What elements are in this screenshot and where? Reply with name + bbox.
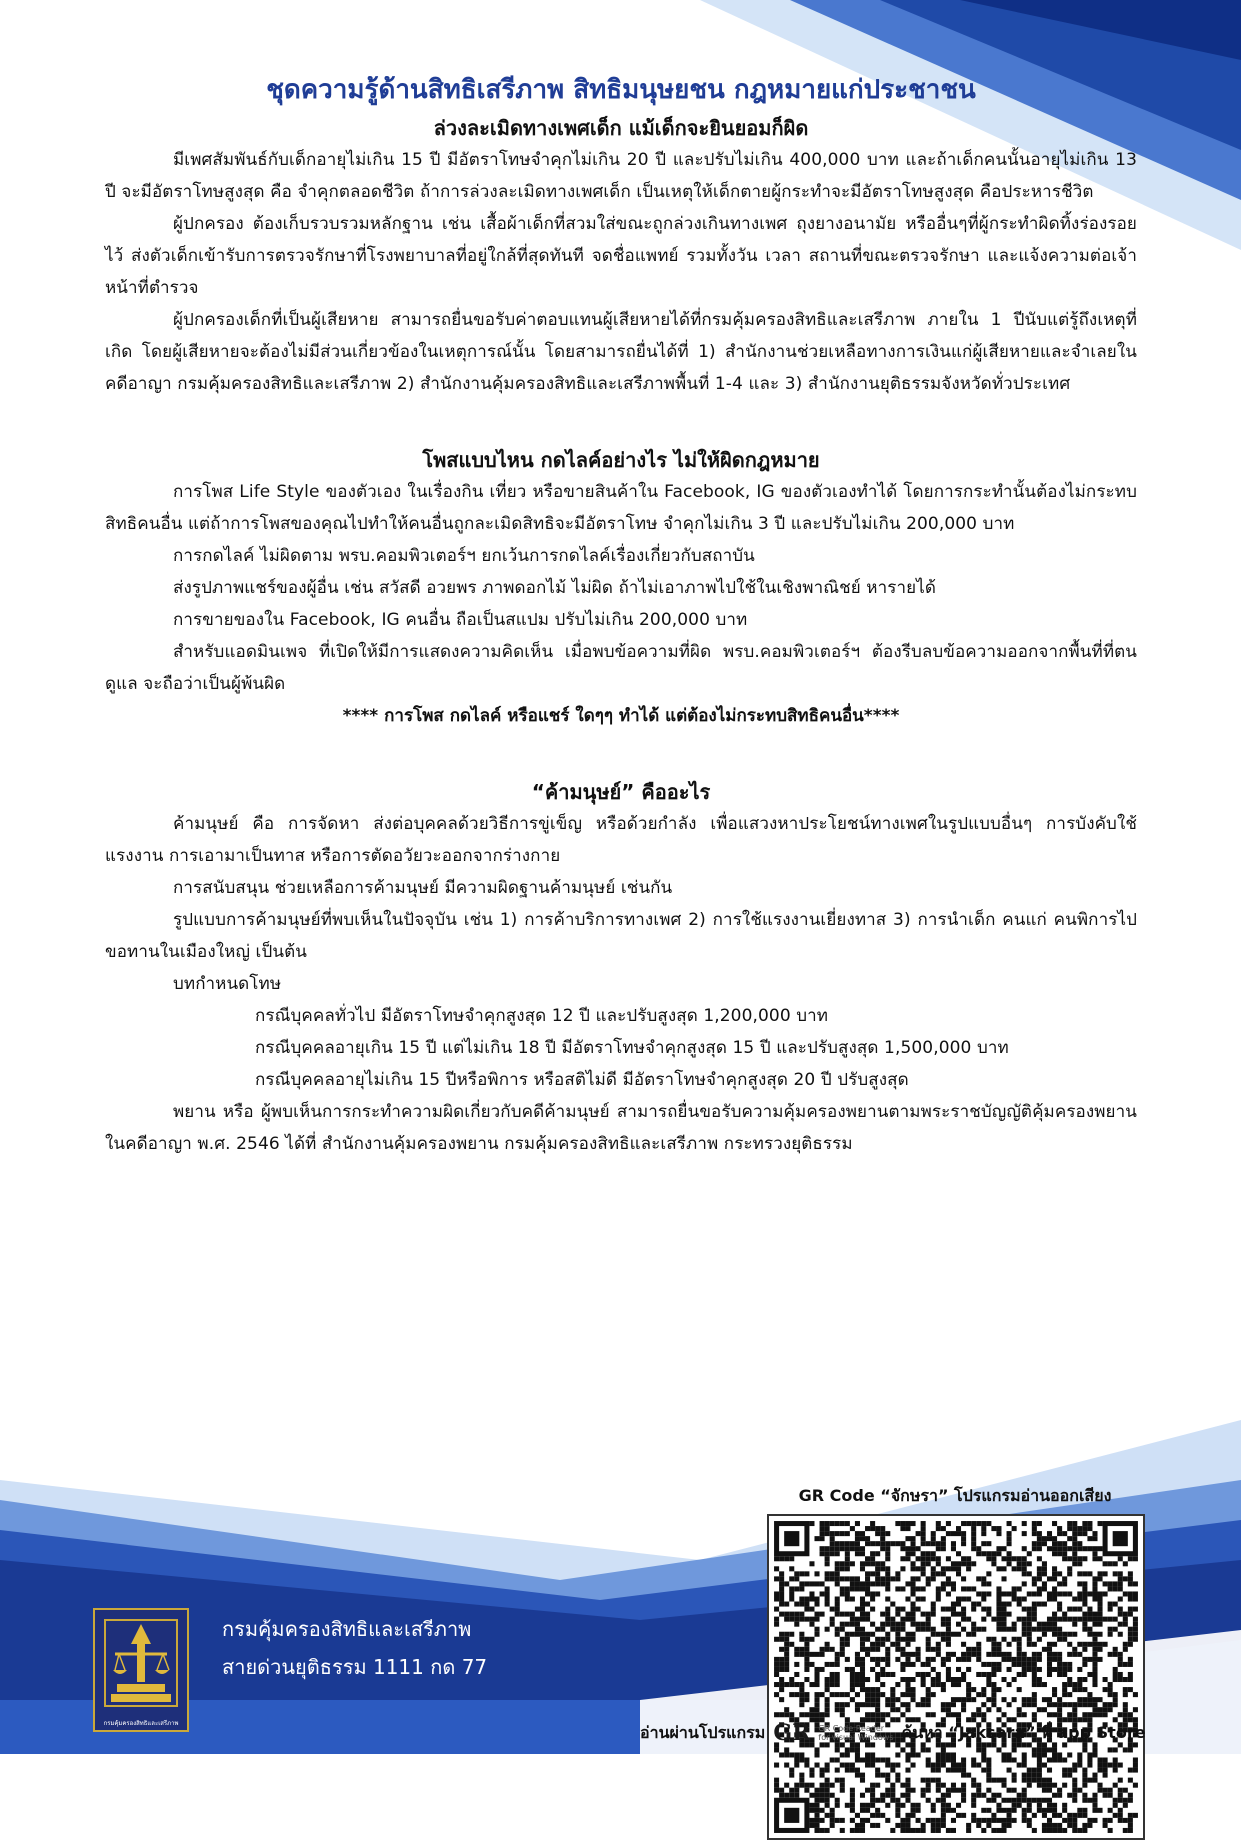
gr-subtitle-line: GR Code Reader: [818, 1724, 885, 1733]
penalty-item: กรณีบุคคลทั่วไป มีอัตราโทษจำคุกสูงสุด 12 ปี และปรับสูงสุด 1,200,000 บาท: [255, 1006, 829, 1026]
search-app-text: ค้นหา “Jaksara” ที่ app Store: [901, 1722, 1146, 1742]
gr-subtitle-line: for visual Windows: [818, 1733, 894, 1742]
highlight-note: **** การโพส กดไลค์ หรือแชร์ ใดๆๆ ทำได้ แต่ต้องไม่กระทบสิทธิคนอื่น****: [342, 706, 900, 726]
main-content: [105, 70, 1137, 1160]
paragraph: รูปแบบการค้ามนุษย์ที่พบเห็นในปัจจุบัน เช่น 1) การค้าบริการทางเพศ 2) การใช้แรงงานเยี่ยงทาส 3) การนำเด็ก คนแก่ คนพิการไปขอทานในเมืองใหญ่ เป็นต้น: [105, 910, 1137, 962]
qr-caption: GR Code “จักษรา” โปรแกรมอ่านออกเสียง: [798, 1486, 1112, 1505]
emblem-caption: กรมคุ้มครองสิทธิและเสรีภาพ: [103, 1720, 179, 1727]
hotline: สายด่วนยุติธรรม 1111 กด 77: [222, 1655, 488, 1679]
paragraph: การสนับสนุน ช่วยเหลือการค้ามนุษย์ มีความผิดฐานค้ามนุษย์ เช่นกัน: [173, 878, 673, 898]
read-via-label: อ่านผ่านโปรแกรม: [640, 1722, 766, 1742]
penalty-item: กรณีบุคคลอายุเกิน 15 ปี แต่ไม่เกิน 18 ปี มีอัตราโทษจำคุกสูงสุด 15 ปี และปรับสูงสุด 1,500,000 บาท: [255, 1038, 1009, 1058]
paragraph: พยาน หรือ ผู้พบเห็นการกระทำความผิดเกี่ยวกับคดีค้ามนุษย์ สามารถยื่นขอรับความคุ้มครองพยานตามพระราชบัญญัติคุ้มครองพยานในคดีอาญา พ.ศ. 2546 ได้ที่ สำนักงานคุ้มครองพยาน กรมคุ้มครองสิทธิและเสรีภาพ กระทรวงยุติธรรม: [105, 1102, 1137, 1154]
paragraph: สำหรับแอดมินเพจ ที่เปิดให้มีการแสดงความคิดเห็น เมื่อพบข้อความที่ผิด พรบ.คอมพิวเตอร์ฯ ต้องรีบลบข้อความออกจากพื้นที่ที่ตนดูแล จะถือว่าเป็นผู้พ้นผิด: [105, 642, 1137, 694]
footer-org-info: [222, 1610, 487, 1686]
paragraph: ผู้ปกครองเด็กที่เป็นผู้เสียหาย สามารถยื่นขอรับค่าตอบแทนผู้เสียหายได้ที่กรมคุ้มครองสิทธิและเสรีภาพ ภายใน 1 ปีนับแต่รู้ถึงเหตุที่เกิด โดยผู้เสียหายจะต้องไม่มีส่วนเกี่ยวข้องในเหตุการณ์นั้น โดยสามารถยื่นได้ที่ 1) สำนักงานช่วยเหลือทางการเงินแก่ผู้เสียหายและจำเลยในคดีอาญา กรมคุ้มครองสิทธิและเสรีภาพ 2) สำนักงานคุ้มครองสิทธิและเสรีภาพพื้นที่ 1-4 และ 3) สำนักงานยุติธรรมจังหวัดทั่วประเทศ: [105, 310, 1137, 394]
section-heading-trafficking: “ค้ามนุษย์” คืออะไร: [531, 780, 711, 804]
footer-app-strip: [640, 1720, 1200, 1746]
section-heading-posting: โพสแบบไหน กดไลค์อย่างไร ไม่ให้ผิดกฎหมาย: [422, 448, 820, 472]
org-name: กรมคุ้มครองสิทธิและเสรีภาพ: [222, 1617, 472, 1641]
qr-code[interactable]: [767, 1514, 1145, 1840]
paragraph: การกดไลค์ ไม่ผิดตาม พรบ.คอมพิวเตอร์ฯ ยกเว้นการกดไลค์เรื่องเกี่ยวกับสถาบัน: [173, 546, 755, 566]
gr-logo: GR: [773, 1720, 811, 1746]
spacer: [105, 400, 1137, 444]
qr-code-image: [769, 1516, 1143, 1838]
paragraph: มีเพศสัมพันธ์กับเด็กอายุไม่เกิน 15 ปี มีอัตราโทษจำคุกไม่เกิน 20 ปี และปรับไม่เกิน 400,000 บาท และถ้าเด็กคนนั้นอายุไม่เกิน 13 ปี จะมีอัตราโทษสูงสุด คือ จำคุกตลอดชีวิต ถ้าการล่วงละเมิดทางเพศเด็ก เป็นเหตุให้เด็กตายผู้กระทำจะมีอัตราโทษสูงสุด คือประหารชีวิต: [105, 150, 1137, 202]
scales-emblem-icon: [95, 1610, 187, 1718]
paragraph: ส่งรูปภาพแชร์ของผู้อื่น เช่น สวัสดี อวยพร ภาพดอกไม้ ไม่ผิด ถ้าไม่เอาภาพไปใช้ในเชิงพาณิชย์ หารายได้: [173, 578, 936, 598]
penalty-item: กรณีบุคคลอายุไม่เกิน 15 ปีหรือพิการ หรือสติไม่ดี มีอัตราโทษจำคุกสูงสุด 20 ปี ปรับสูงสุด: [255, 1070, 909, 1090]
section-heading-child-abuse: ล่วงละเมิดทางเพศเด็ก แม้เด็กจะยินยอมก็ผิด: [433, 116, 809, 140]
spacer: [105, 732, 1137, 776]
paragraph: บทกำหนดโทษ: [173, 974, 282, 994]
paragraph: การขายของใน Facebook, IG คนอื่น ถือเป็นสแปม ปรับไม่เกิน 200,000 บาท: [173, 610, 748, 630]
paragraph: การโพส Life Style ของตัวเอง ในเรื่องกิน เที่ยว หรือขายสินค้าใน Facebook, IG ของตัวเองทำได้ โดยการกระทำนั้นต้องไม่กระทบสิทธิคนอื่น แต่ถ้าการโพสของคุณไปทำให้คนอื่นถูกละเมิดสิทธิจะมีอัตราโทษ จำคุกไม่เกิน 3 ปี และปรับไม่เกิน 200,000 บาท: [105, 482, 1137, 534]
gr-subtitle: [818, 1724, 893, 1742]
department-emblem: [93, 1608, 189, 1732]
paragraph: ผู้ปกครอง ต้องเก็บรวบรวมหลักฐาน เช่น เสื้อผ้าเด็กที่สวมใส่ขณะถูกล่วงเกินทางเพศ ถุงยางอนามัย หรืออื่นๆที่ผู้กระทำผิดทิ้งร่องรอยไว้ ส่งตัวเด็กเข้ารับการตรวจรักษาที่โรงพยาบาลที่อยู่ใกล้ที่สุดทันที จดชื่อแพทย์ รวมทั้งวัน เวลา สถานที่ขณะตรวจรักษา และแจ้งความต่อเจ้าหน้าที่ตำรวจ: [105, 214, 1137, 298]
paragraph: ค้ามนุษย์ คือ การจัดหา ส่งต่อบุคคลด้วยวิธีการขู่เข็ญ หรือด้วยกำลัง เพื่อแสวงหาประโยชน์ทางเพศในรูปแบบอื่นๆ การบังคับใช้แรงงาน การเอามาเป็นทาส หรือการตัดอวัยวะออกจากร่างกาย: [105, 814, 1137, 866]
page-title: ชุดความรู้ด้านสิทธิเสรีภาพ สิทธิมนุษยชน กฎหมายแก่ประชาชน: [266, 75, 976, 105]
